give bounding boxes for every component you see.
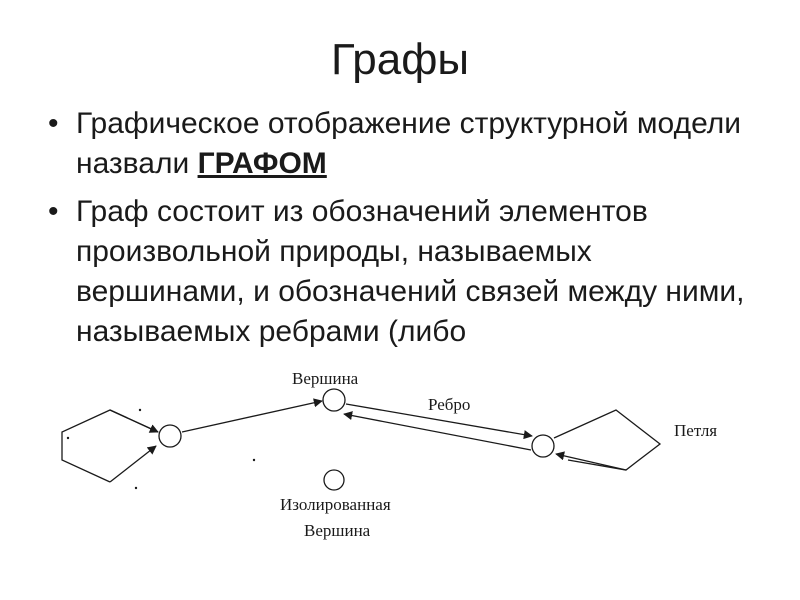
bullet-text: Граф состоит из обозначений элементов произвольной природы, называемых вершинами, и обозначений связей между ними, называемых ребрами (либо [76,195,745,348]
label-vertex: Вершина [292,370,359,388]
isolated-vertex-node [324,470,344,490]
dot-mark [253,459,255,461]
slide-title: Графы [330,35,470,84]
right-loop-arrow [556,454,626,470]
bullet-list [46,104,766,360]
bullet-text: Графическое отображение структурной модели назвали [76,107,742,180]
bullet-marker: • [48,195,59,228]
left-loop [62,410,158,482]
label-isolated-line2: Вершина [304,521,371,540]
right-loop [554,410,660,470]
graph-diagram [48,370,750,556]
vertex-node [323,389,345,411]
left-loop-arrow-2 [110,446,156,482]
right-loop-path [554,410,660,470]
graph-term-emphasis: ГРАФОМ [197,147,327,180]
dot-mark [67,437,69,439]
bullet-item [46,104,766,184]
dot-mark [139,409,141,411]
bullet-item [46,192,766,352]
vertex-node [532,435,554,457]
vertex-node [159,425,181,447]
label-loop: Петля [674,421,718,440]
label-isolated-line1: Изолированная [280,495,391,514]
dot-mark [135,487,137,489]
left-loop-path [62,410,158,482]
edge-arrow [182,401,322,432]
left-loop-arrow-1 [110,410,158,432]
label-edge: Ребро [428,395,471,414]
bullet-marker: • [48,107,59,140]
